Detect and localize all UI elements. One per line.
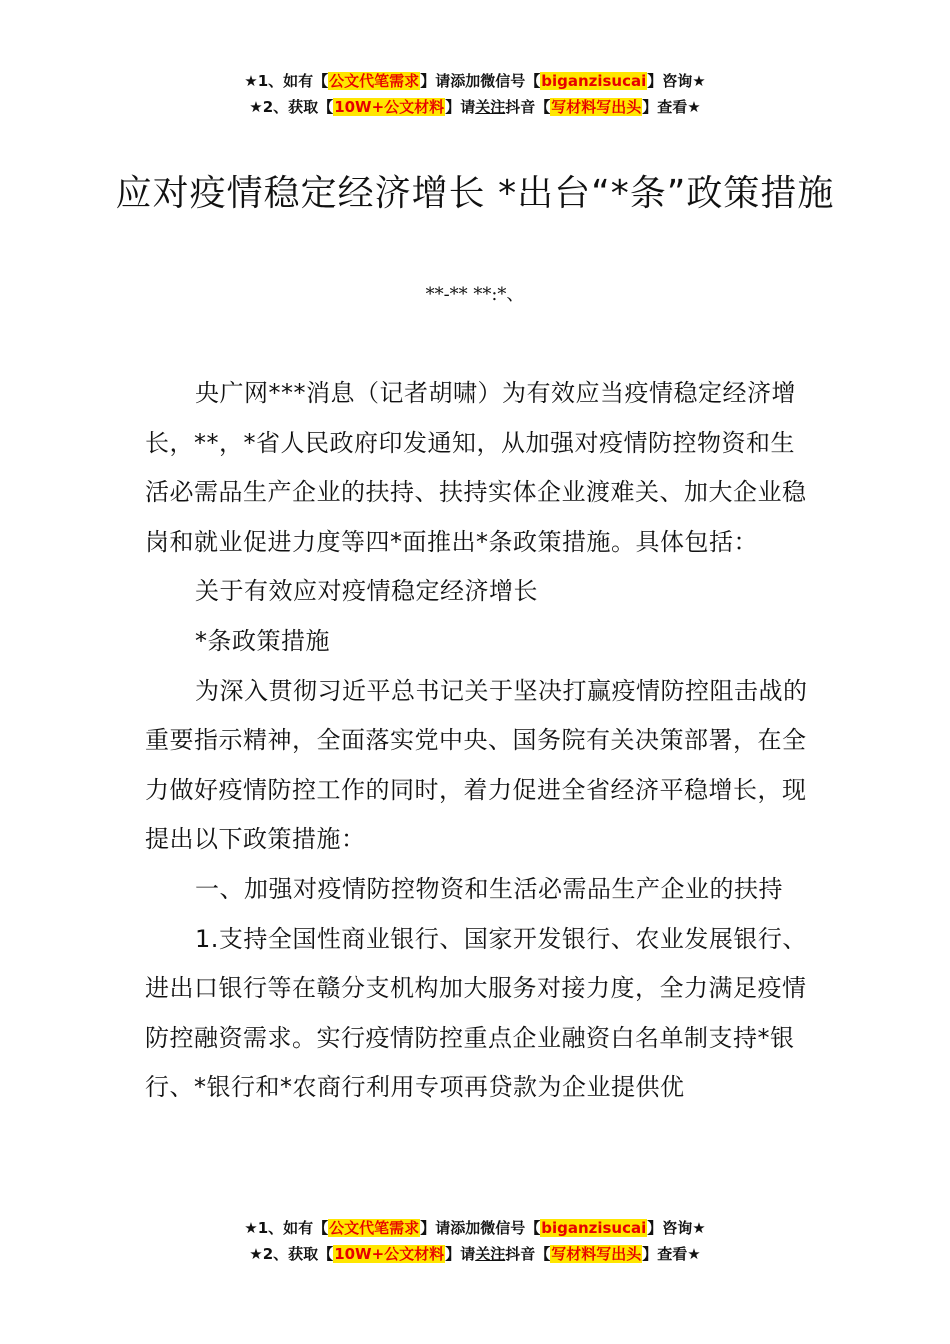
footer-banner-line-1 (0, 1215, 950, 1241)
footer-line2-middle-b: 抖音【 (505, 1245, 551, 1263)
header-line1-suffix: 】咨询★ (647, 72, 706, 90)
footer-line1-suffix: 】咨询★ (647, 1219, 706, 1237)
header-banner (0, 68, 950, 120)
header-banner-line-1 (0, 68, 950, 94)
body-paragraph: 关于有效应对疫情稳定经济增长 (195, 577, 538, 606)
header-highlight-materials: 10W+公文材料 (334, 98, 445, 116)
footer-line2-suffix: 】查看★ (642, 1245, 701, 1263)
header-highlight-writing-service: 公文代笔需求 (329, 72, 420, 90)
header-line2-suffix: 】查看★ (642, 98, 701, 116)
footer-highlight-douyin-account: 写材料写出头 (551, 1245, 642, 1263)
footer-line2-middle-a: 】请 (445, 1245, 476, 1263)
header-follow-text: 关注 (475, 98, 506, 116)
document-subtitle: **-** **:*、 (425, 284, 525, 305)
footer-highlight-materials: 10W+公文材料 (334, 1245, 445, 1263)
header-highlight-douyin-account: 写材料写出头 (551, 98, 642, 116)
document-title: 应对疫情稳定经济增长 *出台“*条”政策措施 (115, 173, 835, 214)
header-banner-line-2 (0, 94, 950, 120)
footer-highlight-writing-service: 公文代笔需求 (329, 1219, 420, 1237)
body-paragraph: *条政策措施 (195, 626, 330, 655)
header-line2-middle-a: 】请 (445, 98, 476, 116)
body-paragraph: 央广网***消息（记者胡啸）为有效应当疫情稳定经济增长，**，*省人民政府印发通知，从加强对疫情防控物资和生活必需品生产企业的扶持、扶持实体企业渡难关、加大企业稳岗和就业促进力度等四*面推出*条政策措施。具体包括： (145, 379, 807, 556)
footer-banner (0, 1215, 950, 1267)
section-heading: 一、加强对疫情防控物资和生活必需品生产企业的扶持 (195, 874, 783, 903)
body-paragraph: 为深入贯彻习近平总书记关于坚决打赢疫情防控阻击战的重要指示精神，全面落实党中央、国务院有关决策部署，在全力做好疫情防控工作的同时，着力促进全省经济平稳增长，现提出以下政策措施： (145, 676, 808, 854)
body-paragraph: 1.支持全国性商业银行、国家开发银行、农业发展银行、进出口银行等在赣分支机构加大服务对接力度，全力满足疫情防控融资需求。实行疫情防控重点企业融资白名单制支持*银行、*银行和*农商行利用专项再贷款为企业提供优 (145, 924, 807, 1102)
document-body (145, 369, 813, 1113)
footer-highlight-wechat-id: biganzisucai (541, 1219, 647, 1237)
footer-line1-middle: 】请添加微信号【 (420, 1219, 541, 1237)
footer-follow-text: 关注 (475, 1245, 506, 1263)
footer-line2-prefix: ★2、获取【 (249, 1245, 334, 1263)
header-line2-middle-b: 抖音【 (505, 98, 551, 116)
footer-line1-prefix: ★1、如有【 (244, 1219, 329, 1237)
header-line2-prefix: ★2、获取【 (249, 98, 334, 116)
header-line1-middle: 】请添加微信号【 (420, 72, 541, 90)
header-line1-prefix: ★1、如有【 (244, 72, 329, 90)
header-highlight-wechat-id: biganzisucai (541, 72, 647, 90)
footer-banner-line-2 (0, 1241, 950, 1267)
